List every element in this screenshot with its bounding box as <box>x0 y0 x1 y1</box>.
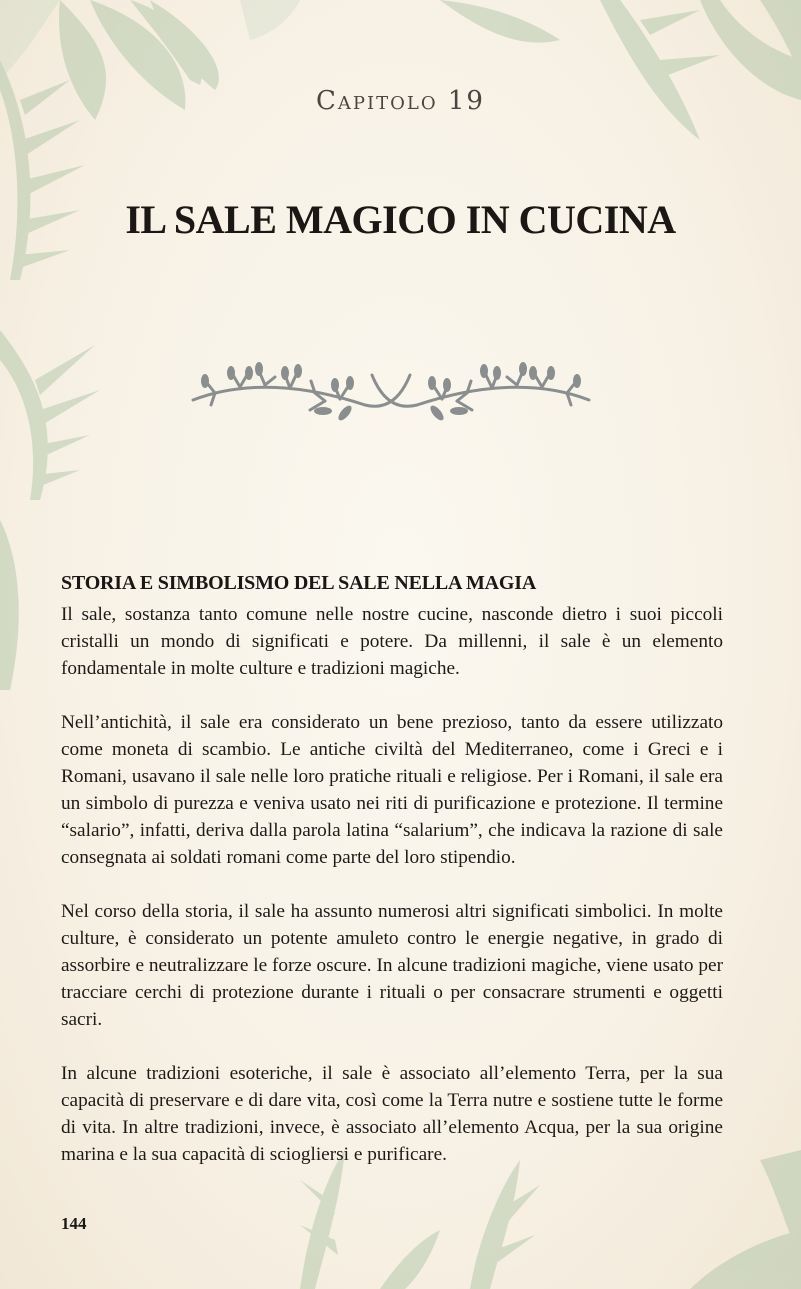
paragraph: Nell’antichità, il sale era considerato un bene prezioso, tanto da essere utilizzato come moneta di scambio. Le antiche civiltà del Mediterraneo, come i Greci e i Romani, usavano il sale nelle loro pratiche rituali e religiose. Per i Romani, il sale era un simbolo di purezza e veniva usato nei riti di purificazione e protezione. Il termine “salario”, infatti, deriva dalla parola latina “salarium”, che indicava la razione di sale consegnata ai soldati romani come parte del loro stipendio. <box>61 712 723 868</box>
chapter-label: Capitolo 19 <box>316 86 485 116</box>
chapter-content <box>61 572 723 1195</box>
paragraph: Il sale, sostanza tanto comune nelle nostre cucine, nasconde dietro i suoi piccoli cristalli un mondo di significati e potere. Da millenni, il sale è un elemento fondamentale in molte culture e tradizioni magiche. <box>61 604 723 679</box>
section-heading: STORIA E SIMBOLISMO DEL SALE NELLA MAGIA <box>61 572 537 594</box>
paragraph: Nel corso della storia, il sale ha assunto numerosi altri significati simbolici. In molte culture, è considerato un potente amuleto contro le energie negative, in grado di assorbire e neutralizzare le forze oscure. In alcune tradizioni magiche, viene usato per tracciare cerchi di protezione durante i rituali o per consacrare strumenti e oggetti sacri. <box>61 901 723 1030</box>
page-number: 144 <box>61 1214 87 1233</box>
paragraph: In alcune tradizioni esoteriche, il sale è associato all’elemento Terra, per la sua capacità di preservare e di dare vita, così come la Terra nutre e sostiene tutte le forme di vita. In altre tradizioni, invece, è associato all’elemento Acqua, per la sua origine marina e la sua capacità di sciogliersi e purificare. <box>61 1063 723 1165</box>
chapter-title: IL SALE MAGICO IN CUCINA <box>125 197 676 242</box>
floral-vine-divider-icon <box>185 355 597 425</box>
